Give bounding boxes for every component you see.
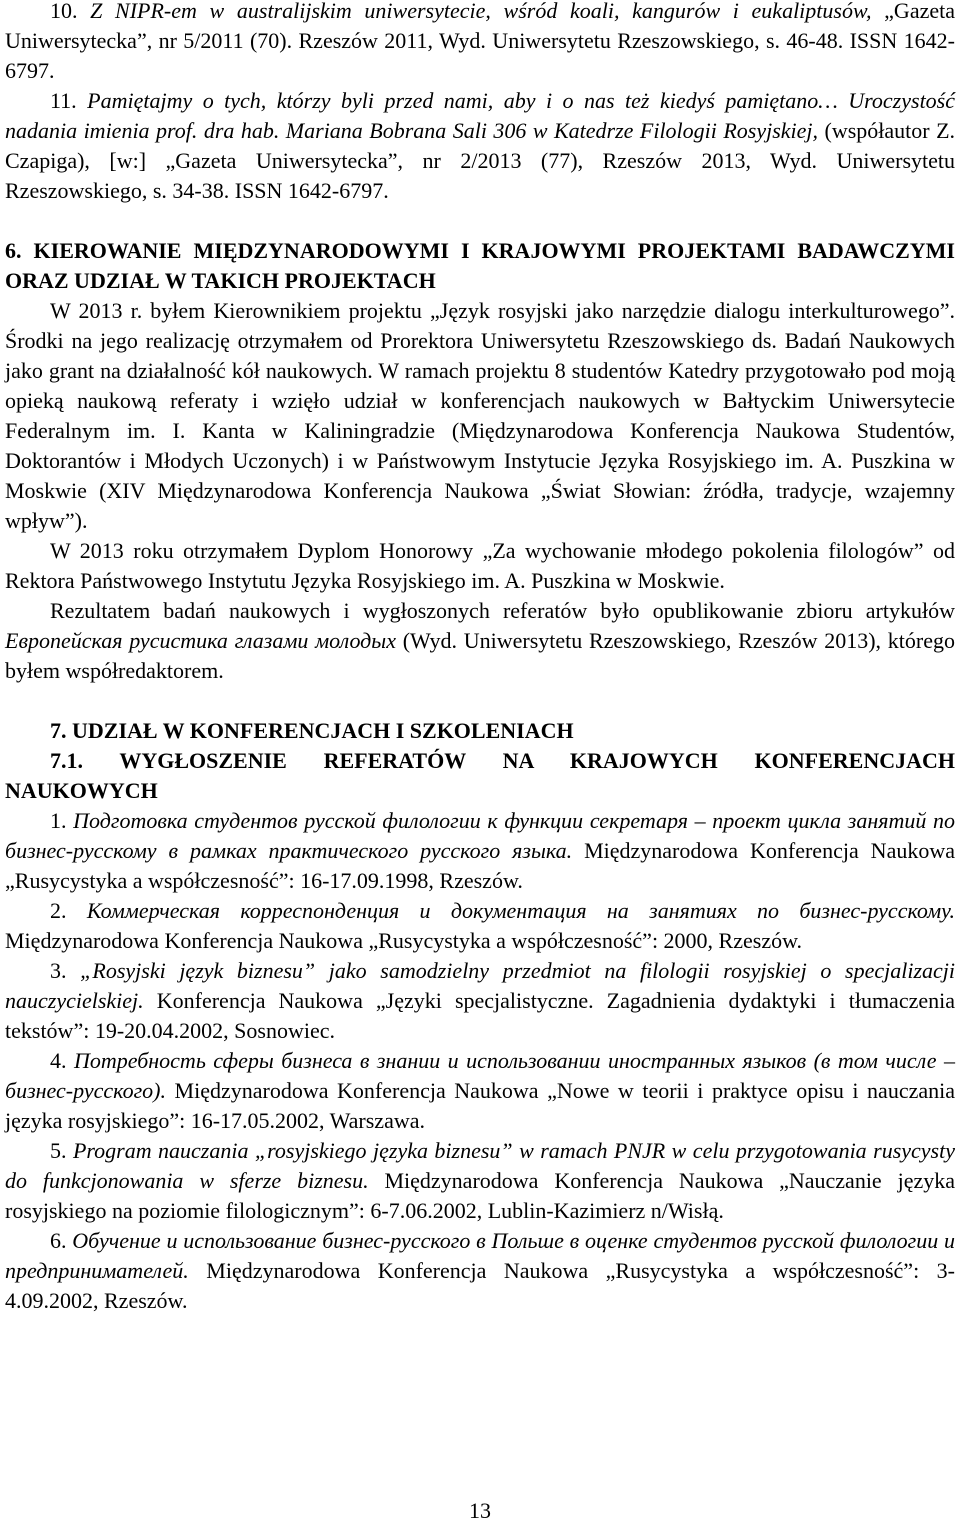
conference-item: [5, 1136, 955, 1226]
publication-number: 11.: [50, 88, 77, 113]
section-6-heading: 6. KIEROWANIE MIĘDZYNARODOWYMI I KRAJOWYMI PROJEKTAMI BADAWCZYMI ORAZ UDZIAŁ W TAKICH PROJEKTACH: [5, 238, 955, 293]
item-number: 5.: [50, 1138, 67, 1163]
document-page: [5, 0, 955, 1316]
talk-title: „Rosyjski język biznesu” jako samodzielny przedmiot na filologii rosyjskiej o specjalizacji nauczycielskiej.: [5, 958, 956, 1013]
conference-item: [5, 806, 955, 896]
section-7-heading: 7. UDZIAŁ W KONFERENCJACH I SZKOLENIACH: [50, 718, 574, 743]
paragraph-text: Rezultatem badań naukowych i wygłoszonych referatów było opublikowanie zbioru artykułów: [50, 598, 955, 623]
conference-details: Konferencja Naukowa „Języki specjalistyczne. Zagadnienia dydaktyki i tłumaczenia tekstów”: 19-20.04.2002, Sosnowiec.: [5, 988, 955, 1043]
publication-details: „Gazeta Uniwersytecka”, nr 5/2011 (70). Rzeszów 2011, Wyd. Uniwersytetu Rzeszowskiego, s. 46-48. ISSN 1642-6797.: [5, 0, 955, 83]
section-6-paragraph-1: W 2013 r. byłem Kierownikiem projektu „Język rosyjski jako narzędzie dialogu interkulturowego”. Środki na jego realizację otrzymałem od Prorektora Uniwersytetu Rzeszowskiego ds. Badań Naukowych jako grant na działalność kół naukowych. W ramach projektu 8 studentów Katedry przygotowało pod moją opieką naukową referaty i wzięło udział w konferencjach naukowych w Bałtyckim Uniwersytecie Federalnym im. I. Kanta w Kaliningradzie (Międzynarodowa Konferencja Naukowa Studentów, Doktorantów i Młodych Uczonych) i w Państwowym Instytucie Języka Rosyjskiego im. A. Puszkina w Moskwie (XIV Międzynarodowa Konferencja Naukowa „Świat Słowian: źródła, tradycje, wzajemny wpływ”).: [5, 298, 955, 533]
conference-item: [5, 956, 955, 1046]
publication-10: [5, 0, 955, 86]
item-number: 2.: [50, 898, 67, 923]
publication-title: Z NIPR-em w australijskim uniwersytecie, wśród koali, kangurów i eukaliptusów,: [90, 0, 872, 23]
publication-11: [5, 86, 955, 206]
page-number: 13: [469, 1498, 491, 1523]
talk-title: Потребность сферы бизнеса в знании и использовании иностранных языков (в том числе – бизнес-русского).: [5, 1048, 956, 1103]
talk-title: Коммерческая корреспонденция и документация на занятиях по бизнес-русскому.: [86, 898, 955, 923]
section-7-1-heading: 7.1. WYGŁOSZENIE REFERATÓW NA KRAJOWYCH KONFERENCJACH NAUKOWYCH: [5, 748, 955, 803]
talk-title: Подготовка студентов русской филологии к функции секретаря – проект цикла занятий по бизнес-русскому в рамках практического русского языка.: [5, 808, 956, 863]
talk-title: Program nauczania „rosyjskiego języka biznesu” w ramach PNJR w celu przygotowania rusycysty do funkcjonowania w sferze biznesu.: [5, 1138, 955, 1193]
item-number: 1.: [50, 808, 67, 833]
section-6-paragraph-2: W 2013 roku otrzymałem Dyplom Honorowy „Za wychowanie młodego pokolenia filologów” od Rektora Państwowego Instytutu Języka Rosyjskiego im. A. Puszkina w Moskwie.: [5, 538, 955, 593]
publication-number: 10.: [50, 0, 78, 23]
spacer: [5, 686, 955, 716]
conference-details: Międzynarodowa Konferencja Naukowa „Rusycystyka a współczesność”: 3-4.09.2002, Rzeszów.: [5, 1258, 955, 1313]
conference-item: [5, 896, 955, 956]
paragraph-text: (Wyd. Uniwersytetu Rzeszowskiego, Rzeszów 2013), którego byłem współredaktorem.: [5, 628, 955, 683]
conference-item: [5, 1226, 955, 1316]
conference-details: Międzynarodowa Konferencja Naukowa „Nowe w teorii i praktyce opisu i nauczania języka rosyjskiego”: 16-17.05.2002, Warszawa.: [5, 1078, 955, 1133]
conference-item: [5, 1046, 955, 1136]
talk-title: Обучение и использование бизнес-русского в Польше в оценке студентов русской филологии и предпринимателей.: [5, 1228, 956, 1283]
book-title: Европейская русистика глазами молодых: [5, 628, 396, 653]
item-number: 4.: [50, 1048, 67, 1073]
conference-list: [5, 806, 955, 1316]
publication-title: Pamiętajmy o tych, którzy byli przed nami, aby i o nas też kiedyś pamiętano… Uroczystość nadania imienia prof. dra hab. Mariana Bobrana Sali 306 w Katedrze Filologii Rosyjskiej,: [5, 88, 956, 143]
section-6-paragraph-3: [5, 596, 955, 686]
item-number: 6.: [50, 1228, 67, 1253]
conference-details: Międzynarodowa Konferencja Naukowa „Rusycystyka a współczesność”: 2000, Rzeszów.: [5, 928, 803, 953]
item-number: 3.: [50, 958, 67, 983]
conference-details: Międzynarodowa Konferencja Naukowa „Rusycystyka a współczesność”: 16-17.09.1998, Rzeszów.: [5, 838, 955, 893]
conference-details: Międzynarodowa Konferencja Naukowa „Nauczanie języka rosyjskiego na poziomie filologicznym”: 6-7.06.2002, Lublin-Kazimierz n/Wisłą.: [5, 1168, 955, 1223]
spacer: [5, 206, 955, 236]
publication-details: (współautor Z. Czapiga), [w:] „Gazeta Uniwersytecka”, nr 2/2013 (77), Rzeszów 2013, Wyd. Uniwersytetu Rzeszowskiego, s. 34-38. ISSN 1642-6797.: [5, 118, 956, 203]
